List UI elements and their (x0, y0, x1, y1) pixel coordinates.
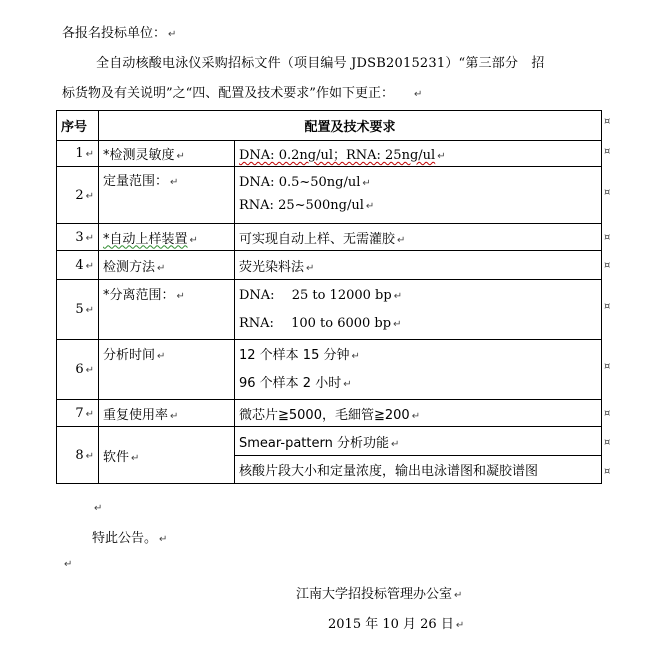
empty-paragraph: ↵ (94, 503, 103, 514)
table-row (57, 340, 602, 400)
signature: 江南大学招投标管理办公室 ↵ (296, 587, 463, 602)
row-spec: 核酸片段大小和定量浓度，输出电泳谱图和凝胶谱图 (235, 456, 602, 484)
table-row (57, 141, 602, 167)
row-item: 软件 ↵ (99, 427, 235, 484)
salutation: 各报名投标单位： ↵ (62, 26, 177, 41)
cell-end-mark: ¤ (604, 301, 611, 312)
empty-paragraph: ↵ (64, 559, 73, 570)
row-no: 6 ↵ (57, 340, 99, 400)
date: 2015 年 10 月 26 日 ↵ (328, 617, 465, 632)
row-spec: 荧光染料法 ↵ (235, 251, 602, 280)
row-spec: 微芯片≧5000，毛細管≧200 ↵ (235, 400, 602, 427)
cell-end-mark: ¤ (604, 116, 611, 127)
row-spec: DNA: 25 to 12000 bp ↵ RNA: 100 to 6000 bp ↵ (235, 280, 602, 340)
row-spec: 12 个样本 15 分钟 ↵ 96 个样本 2 小时 ↵ (235, 340, 602, 400)
intro-line-2: 标货物及有关说明”之“四、配置及技术要求”作如下更正： ↵ (62, 86, 423, 101)
intro-line-1: 全自动核酸电泳仪采购招标文件（项目编号 JDSB2015231）“第三部分 招 (96, 56, 545, 71)
table-row (57, 224, 602, 251)
cell-end-mark: ¤ (604, 466, 611, 477)
table-row (57, 251, 602, 280)
row-spec: DNA: 0.2ng/ul；RNA: 25ng/ul ↵ (235, 141, 602, 167)
row-item: 分析时间 ↵ (99, 340, 235, 400)
row-item: *检测灵敏度 ↵ (99, 141, 235, 167)
row-no: 3 ↵ (57, 224, 99, 251)
row-no: 7 ↵ (57, 400, 99, 427)
row-no: 4 ↵ (57, 251, 99, 280)
row-no: 5 ↵ (57, 280, 99, 340)
table-row (57, 427, 602, 456)
row-no: 1 ↵ (57, 141, 99, 167)
row-no: 8 ↵ (57, 427, 99, 484)
cell-end-mark: ¤ (604, 146, 611, 157)
cell-end-mark: ¤ (604, 437, 611, 448)
row-no: 2 ↵ (57, 167, 99, 224)
row-spec: 可实现自动上样、无需灌胶 ↵ (235, 224, 602, 251)
announcement: 特此公告。 ↵ (92, 531, 168, 546)
row-item: *分离范围： ↵ (99, 280, 235, 340)
header-spec: 配置及技术要求 (99, 111, 602, 141)
cell-end-mark: ¤ (604, 187, 611, 198)
cell-end-mark: ¤ (604, 232, 611, 243)
row-item: 定量范围： ↵ (99, 167, 235, 224)
table-row (57, 167, 602, 224)
table-header-row (57, 111, 602, 141)
header-no: 序号 (57, 111, 99, 141)
cell-end-mark: ¤ (604, 260, 611, 271)
row-spec: Smear-pattern 分析功能 ↵ (235, 427, 602, 456)
row-item: 重复使用率 ↵ (99, 400, 235, 427)
table-row (57, 280, 602, 340)
row-item: *自动上样装置 ↵ (99, 224, 235, 251)
table-row (57, 400, 602, 427)
cell-end-mark: ¤ (604, 361, 611, 372)
row-item: 检测方法 ↵ (99, 251, 235, 280)
row-spec: DNA: 0.5~50ng/ul ↵ RNA: 25~500ng/ul ↵ (235, 167, 602, 224)
cell-end-mark: ¤ (604, 408, 611, 419)
spec-table (56, 110, 602, 484)
